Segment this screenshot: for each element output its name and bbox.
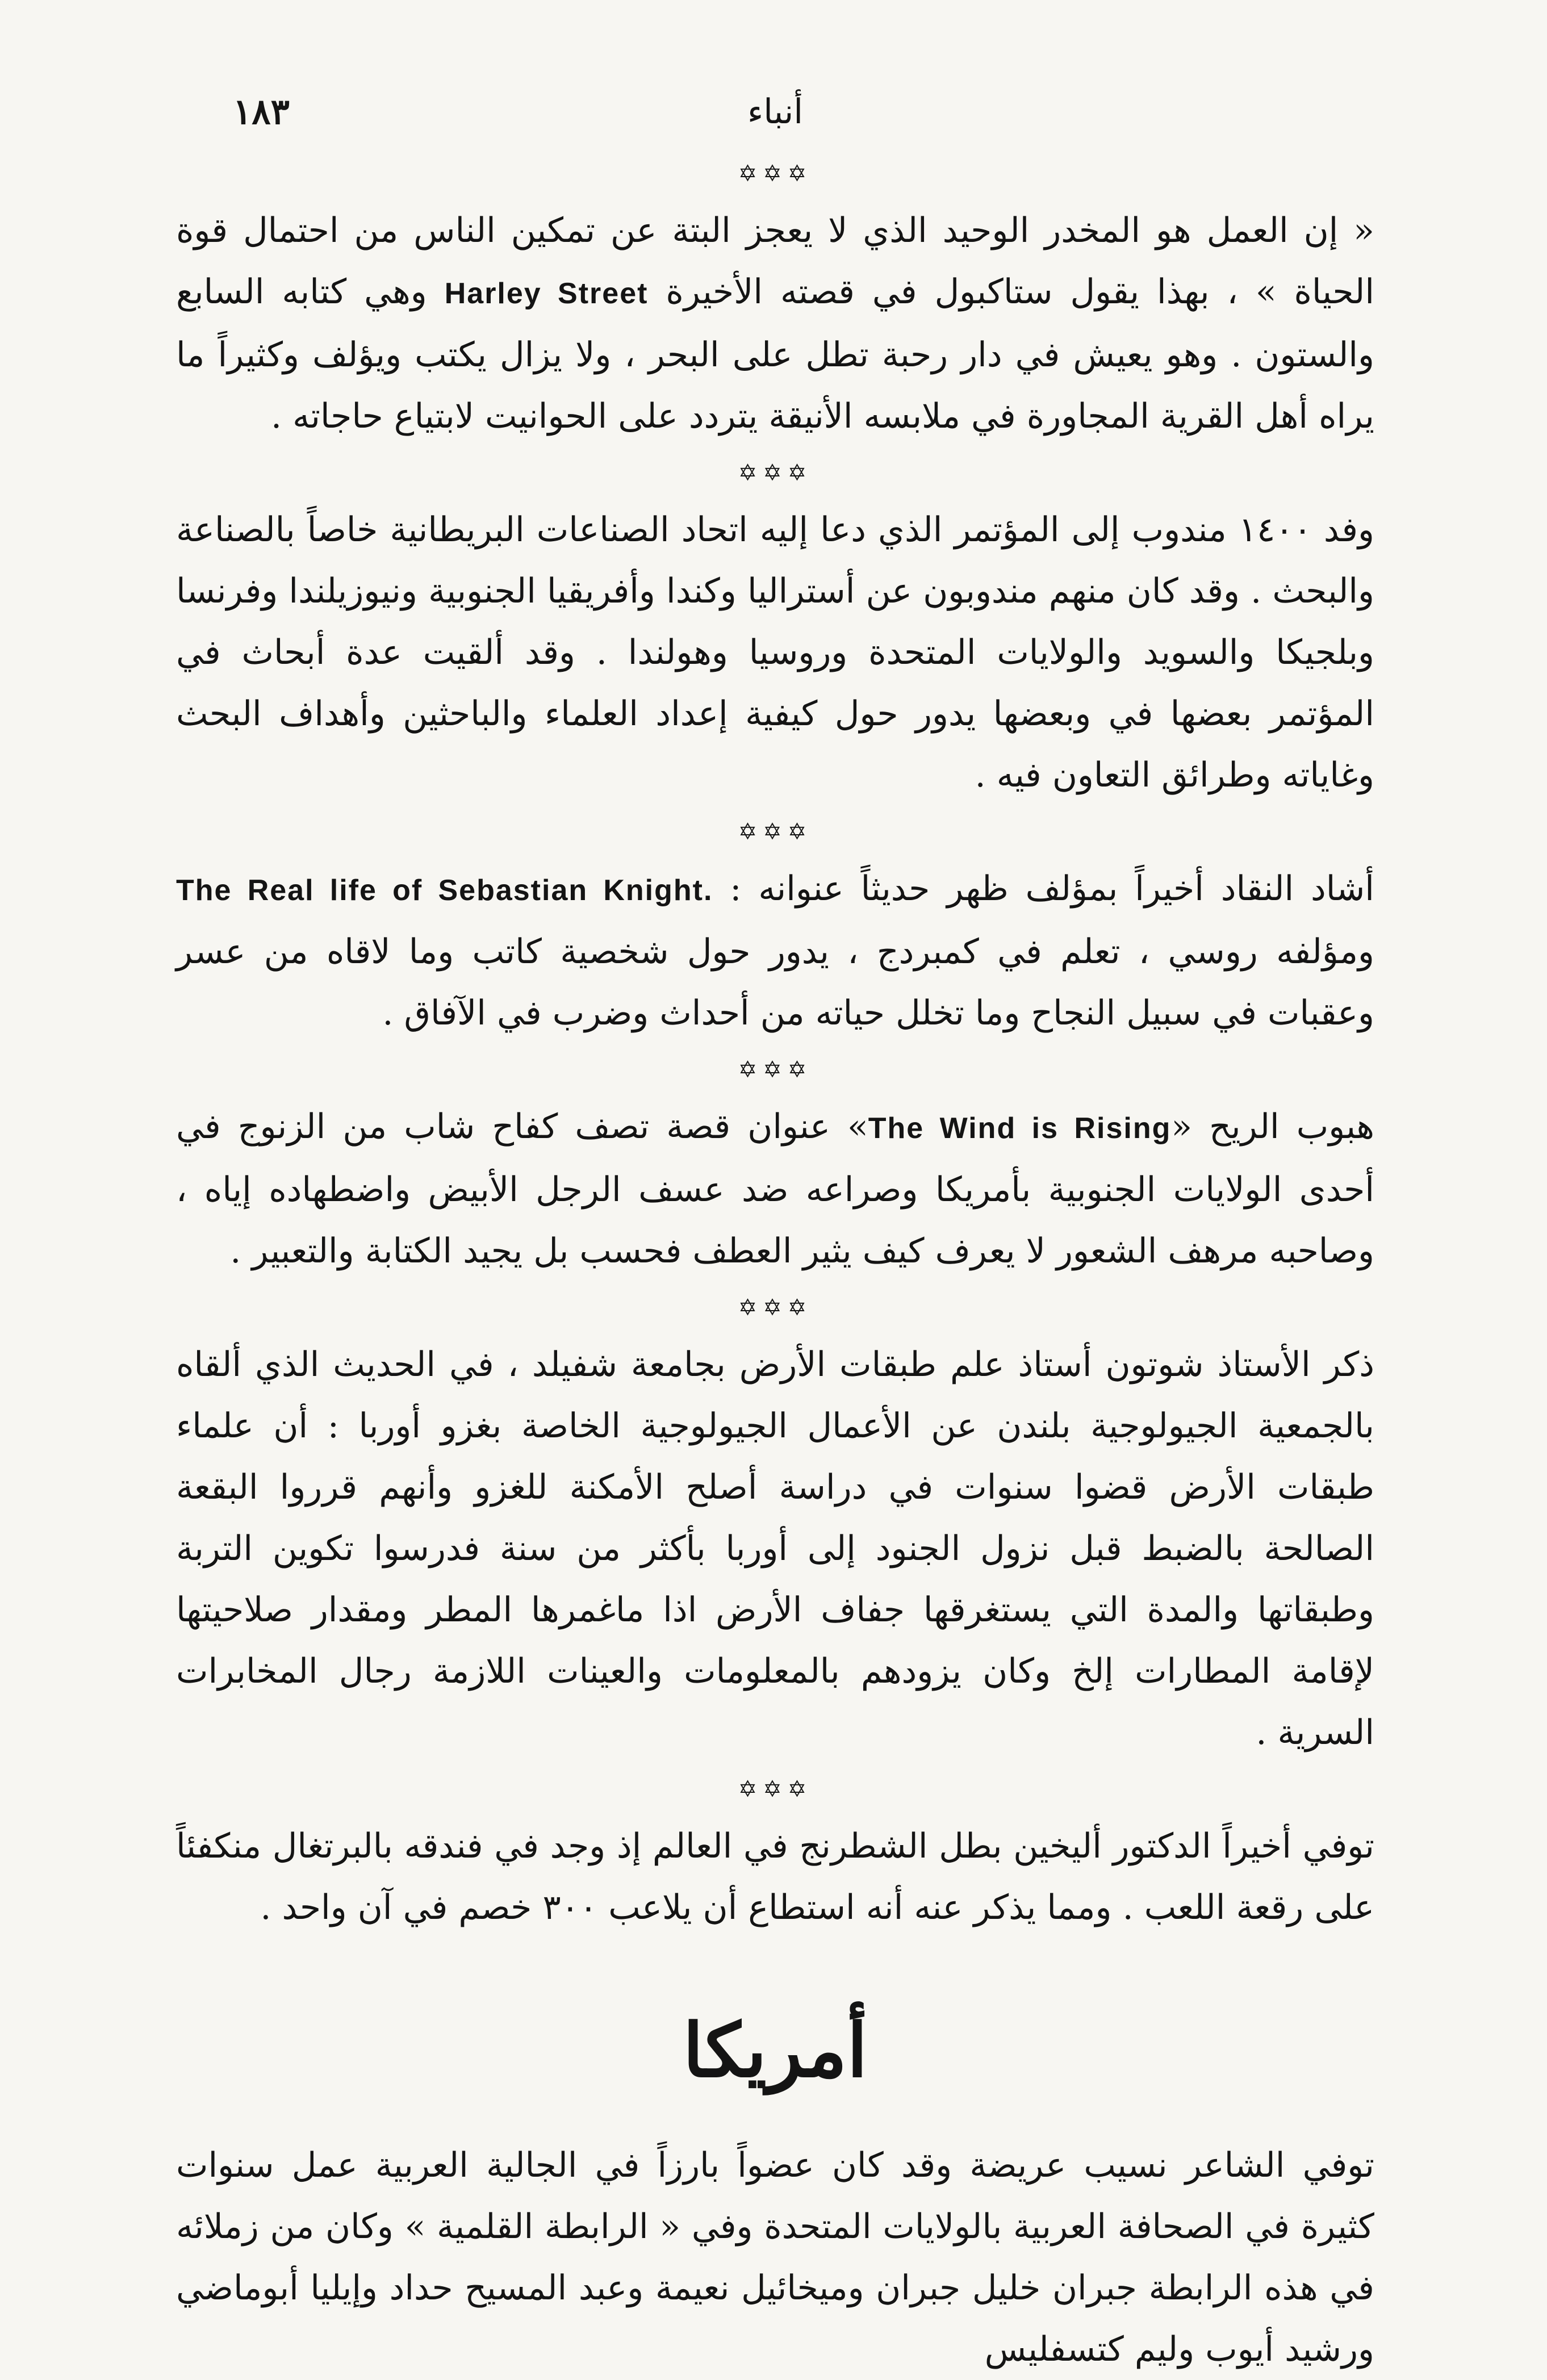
- star-separator: ✡✡✡: [738, 1776, 813, 1802]
- news-item-6: [165, 1816, 1386, 1938]
- news-item-5: [165, 1334, 1386, 1763]
- section-heading: أمريكا: [683, 2007, 868, 2094]
- running-head: [165, 85, 1386, 148]
- news-item-text: » عنوان قصة تصف كفاح شاب من الزنوج في أحدى الولايات الجنوبية بأمريكا وصراعه ضد عسف الرجل الأبيض واضطهاده إياه ، وصاحبه مرهف الشعور لا يعرف كيف يثير العطف فحسب بل يجيد الكتابة والتعبير .: [176, 1107, 1374, 1271]
- news-item-1: [165, 200, 1386, 447]
- news-item-text: « إن العمل هو المخدر الوحيد الذي لا يعجز البتة عن تمكين الناس من احتمال قوة الحياة » ، بهذا يقول ستاكبول في قصته الأخيرة: [176, 211, 1375, 312]
- star-separator: ✡✡✡: [738, 460, 813, 486]
- news-item-text: وهي كتابه السابع والستون . وهو يعيش في دار رحبة تطل على البحر ، ولا يزال يكتب ويؤلف وكثيراً ما يراه أهل القرية المجاورة في ملابسه الأنيقة يتردد على الحوانيت لابتياع حاجاته .: [176, 272, 1374, 436]
- news-item-text: توفي أخيراً الدكتور أليخين بطل الشطرنج في العالم إذ وجد في فندقه بالبرتغال منكفئاً على رقعة اللعب . ومما يذكر عنه أنه استطاع أن يلاعب ٣٠٠ خصم في آن واحد .: [176, 1826, 1374, 1927]
- document-page: [165, 85, 1386, 2369]
- page-number: ١٨٣: [233, 91, 290, 132]
- star-separator: ✡✡✡: [738, 161, 813, 187]
- star-separator: ✡✡✡: [738, 1295, 813, 1321]
- latin-title: The Wind is Rising: [868, 1112, 1172, 1145]
- latin-title: The Real life of Sebastian Knight.: [176, 874, 713, 907]
- star-separator: ✡✡✡: [738, 1057, 813, 1083]
- news-item-2: [165, 499, 1386, 806]
- news-item-text: أشاد النقاد أخيراً بمؤلف ظهر حديثاً عنوانه :: [730, 869, 1374, 909]
- star-separator: ✡✡✡: [738, 819, 813, 845]
- news-item-text: وفد ١٤٠٠ مندوب إلى المؤتمر الذي دعا إليه اتحاد الصناعات البريطانية خاصاً بالصناعة والبحث . وقد كان منهم مندوبون عن أستراليا وكندا وأفريقيا الجنوبية ونيوزيلندا وفرنسا وبلجيكا والسويد والولايات المتحدة وروسيا وهولندا . وقد ألقيت عدة أبحاث في المؤتمر بعضها في وبعضها يدور حول كيفية إعداد العلماء والباحثين وأهداف البحث وغاياته وطرائق التعاون فيه .: [176, 510, 1374, 795]
- news-item-3: [165, 858, 1386, 1044]
- latin-title: Harley Street: [444, 277, 649, 310]
- news-item-text: ذكر الأستاذ شوتون أستاذ علم طبقات الأرض بجامعة شفيلد ، في الحديث الذي ألقاه بالجمعية الجيولوجية بلندن عن الأعمال الجيولوجية الخاصة بغزو أوربا : أن علماء طبقات الأرض قضوا سنوات في دراسة أصلح الأمكنة للغزو وأنهم قرروا البقعة الصالحة بالضبط قبل نزول الجنود إلى أوربا بأكثر من سنة فدرسوا تكوين التربة وطبقاتها والمدة التي يستغرقها جفاف الأرض اذا ماغمرها المطر ومقدار صلاحيتها لإقامة المطارات إلخ وكان يزودهم بالمعلومات والعينات اللازمة رجال المخابرات السرية .: [176, 1345, 1374, 1752]
- news-item-4: [165, 1096, 1386, 1282]
- section-paragraph: توفي الشاعر نسيب عريضة وقد كان عضواً بارزاً في الجالية العربية عمل سنوات كثيرة في الصحافة العربية بالولايات المتحدة وفي « الرابطة القلمية » وكان من زملائه في هذه الرابطة جبران خليل جبران وميخائيل نعيمة وعبد المسيح حداد وإيليا أبوماضي ورشيد أيوب وليم كتسفليس: [176, 2145, 1374, 2369]
- news-item-text: ومؤلفه روسي ، تعلم في كمبردج ، يدور حول شخصية كاتب وما لاقاه من عسر وعقبات في سبيل النجاح وما تخلل حياته من أحداث وضرب في الآفاق .: [176, 932, 1374, 1033]
- running-title: أنباء: [747, 92, 803, 132]
- news-item-text: هبوب الريح «: [1171, 1107, 1374, 1147]
